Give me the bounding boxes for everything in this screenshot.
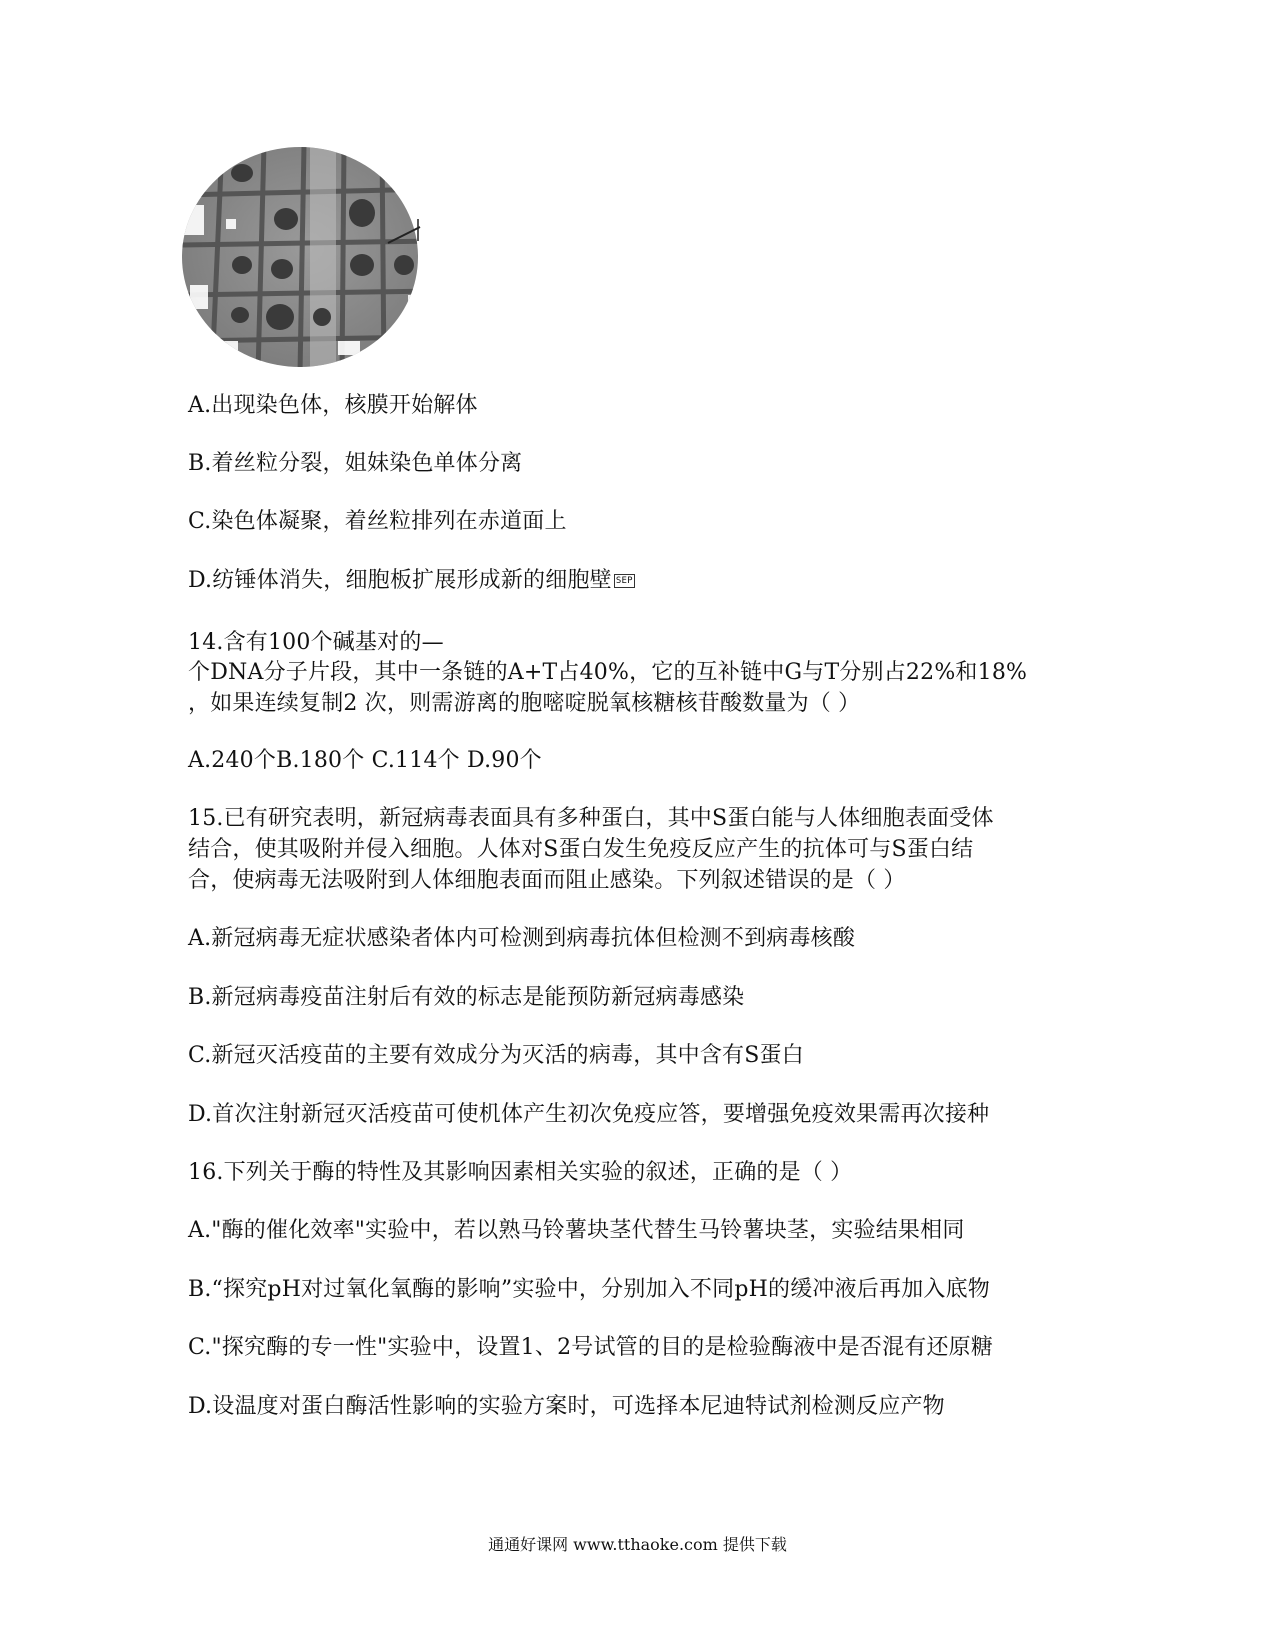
q16-stem: 16.下列关于酶的特性及其影响因素相关实验的叙述，正确的是（ ）: [188, 1160, 853, 1185]
q15-option-d: D.首次注射新冠灭活疫苗可使机体产生初次免疫应答，要增强免疫效果需再次接种: [188, 1102, 990, 1127]
q14-stem-line-3: ，如果连续复制2 次，则需游离的胞嘧啶脱氧核糖核苷酸数量为（ ）: [188, 691, 861, 716]
q15-stem-line-1: 15.已有研究表明，新冠病毒表面具有多种蛋白，其中S蛋白能与人体细胞表面受体: [188, 806, 994, 831]
q16-option-b: B.“探究pH对过氧化氧酶的影响”实验中，分别加入不同pH的缓冲液后再加入底物: [188, 1277, 990, 1302]
q15-option-c: C.新冠灭活疫苗的主要有效成分为灭活的病毒，其中含有S蛋白: [188, 1043, 804, 1068]
q14-stem-line-1: 14.含有100个碱基对的—: [188, 630, 444, 655]
sep-glyph: SEP: [615, 576, 633, 586]
q16-option-c: C."探究酶的专一性"实验中，设置1、2号试管的目的是检验酶液中是否混有还原糖: [188, 1335, 994, 1360]
q15-stem-line-2: 结合，使其吸附并侵入细胞。人体对S蛋白发生免疫反应产生的抗体可与S蛋白结: [188, 837, 974, 862]
q13-option-a: A.出现染色体，核膜开始解体: [188, 393, 478, 418]
q14-stem-line-2: 个DNA分子片段，其中一条链的A+T占40%，它的互补链中G与T分别占22%和18%: [188, 660, 1028, 685]
q14-options: A.240个B.180个 C.114个 D.90个: [188, 748, 542, 773]
q13-option-c: C.染色体凝聚，着丝粒排列在赤道面上: [188, 509, 567, 534]
q15-option-a: A.新冠病毒无症状感染者体内可检测到病毒抗体但检测不到病毒核酸: [188, 926, 856, 951]
q13-option-b: B.着丝粒分裂，姐妹染色单体分离: [188, 451, 523, 476]
micrograph-figure: [182, 145, 432, 373]
q16-option-a: A."酶的催化效率"实验中，若以熟马铃薯块茎代替生马铃薯块茎，实验结果相同: [188, 1218, 965, 1243]
q15-stem-line-3: 合，使病毒无法吸附到人体细胞表面而阻止感染。下列叙述错误的是（ ）: [188, 868, 906, 893]
q13-option-d: D.纺锤体消失，细胞板扩展形成新的细胞壁: [188, 568, 612, 593]
q16-option-d: D.设温度对蛋白酶活性影响的实验方案时，可选择本尼迪特试剂检测反应产物: [188, 1394, 945, 1419]
q13-option-d-row: [188, 565, 635, 597]
page-footer: 通通好课网 www.tthaoke.com 提供下载: [488, 1535, 787, 1554]
q15-option-b: B.新冠病毒疫苗注射后有效的标志是能预防新冠病毒感染: [188, 985, 745, 1010]
